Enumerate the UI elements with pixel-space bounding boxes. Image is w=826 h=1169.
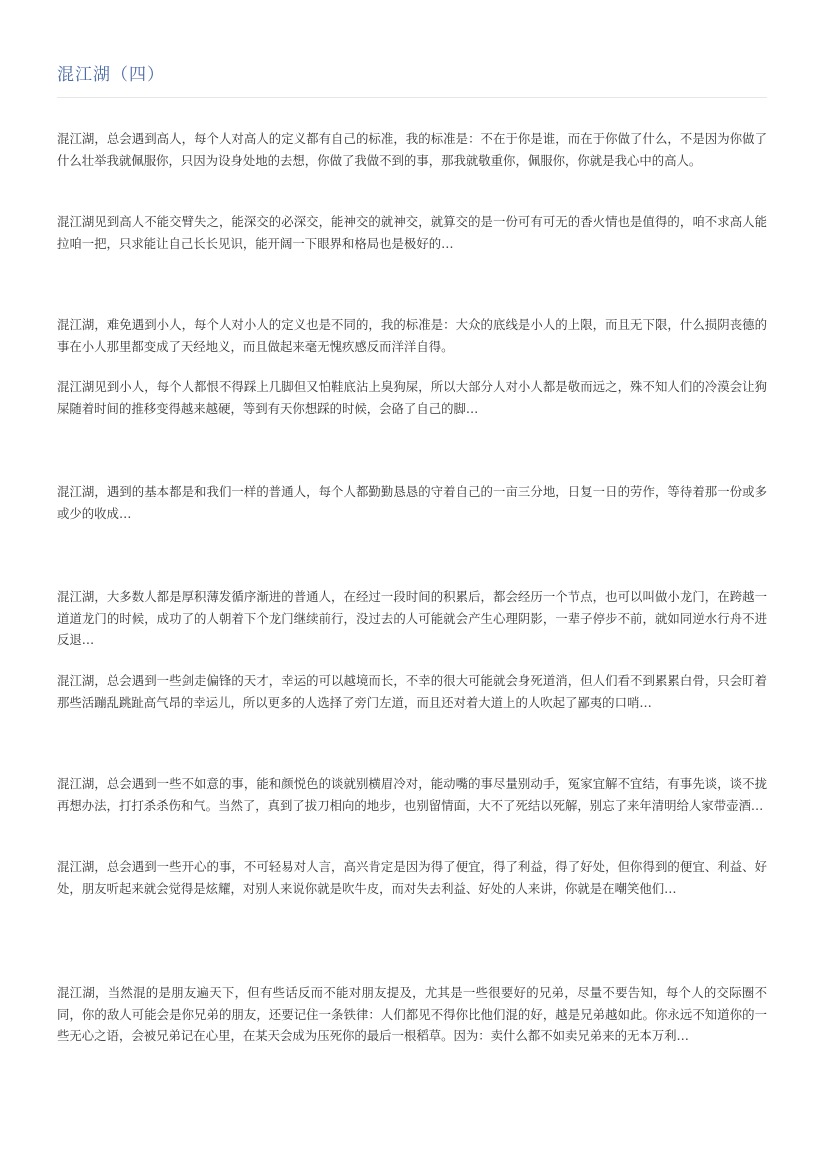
paragraph: 混江湖，总会遇到一些不如意的事，能和颜悦色的谈就别横眉冷对，能动嘴的事尽量别动手，冤家宜解不宜结，有事先谈，谈不拢再想办法，打打杀杀伤和气。当然了，真到了拔刀相向的地步，也别留情面，大不了死结以死解，别忘了来年清明给人家带壶酒… [57,776,767,813]
paragraph: 混江湖，大多数人都是厚积薄发循序渐进的普通人，在经过一段时间的积累后，都会经历一个节点，也可以叫做小龙门，在跨越一道道龙门的时候，成功了的人朝着下个龙门继续前行，没过去的人可能就会产生心理阴影，一辈子停步不前，就如同逆水行舟不进反退… [57,589,767,647]
paragraph: 混江湖见到小人，每个人都恨不得踩上几脚但又怕鞋底沾上臭狗屎，所以大部分人对小人都是敬而远之，殊不知人们的冷漠会让狗屎随着时间的推移变得越来越硬，等到有天你想踩的时候，会硌了自己的脚… [57,379,767,416]
paragraph: 混江湖，总会遇到一些开心的事，不可轻易对人言，高兴肯定是因为得了便宜，得了利益，得了好处，但你得到的便宜、利益、好处，朋友听起来就会觉得是炫耀，对别人来说你就是吹牛皮，而对失去利益、好处的人来讲，你就是在嘲笑他们… [57,859,767,896]
title-divider [57,97,767,98]
paragraph: 混江湖见到高人不能交臂失之，能深交的必深交，能神交的就神交，就算交的是一份可有可无的香火情也是值得的，咱不求高人能拉咱一把，只求能让自己长长见识，能开阔一下眼界和格局也是极好的… [57,214,767,251]
page-title: 混江湖（四） [57,65,165,85]
paragraph: 混江湖，总会遇到高人，每个人对高人的定义都有自己的标准，我的标准是：不在于你是谁，而在于你做了什么，不是因为你做了什么壮举我就佩服你，只因为设身处地的去想，你做了我做不到的事，那我就敬重你，佩服你，你就是我心中的高人。 [57,131,767,168]
paragraph: 混江湖，遇到的基本都是和我们一样的普通人，每个人都勤勤恳恳的守着自己的一亩三分地，日复一日的劳作，等待着那一份或多或少的收成… [57,484,767,521]
paragraph: 混江湖，总会遇到一些剑走偏锋的天才，幸运的可以越境而长，不幸的很大可能就会身死道消，但人们看不到累累白骨，只会盯着那些活蹦乱跳趾高气昂的幸运儿，所以更多的人选择了旁门左道，而且还对着大道上的人吹起了鄙夷的口哨… [57,673,767,710]
paragraph: 混江湖，难免遇到小人，每个人对小人的定义也是不同的，我的标准是：大众的底线是小人的上限，而且无下限，什么损阴丧德的事在小人那里都变成了天经地义，而且做起来毫无愧疚感反而洋洋自得。 [57,317,767,354]
paragraph: 混江湖，当然混的是朋友遍天下，但有些话反而不能对朋友提及，尤其是一些很要好的兄弟，尽量不要告知，每个人的交际圈不同，你的敌人可能会是你兄弟的朋友，还要记住一条铁律：人们都见不得你比他们混的好，越是兄弟越如此。你永远不知道你的一些无心之语，会被兄弟记在心里，在某天会成为压死你的最后一根稻草。因为：卖什么都不如卖兄弟来的无本万利… [57,985,767,1043]
